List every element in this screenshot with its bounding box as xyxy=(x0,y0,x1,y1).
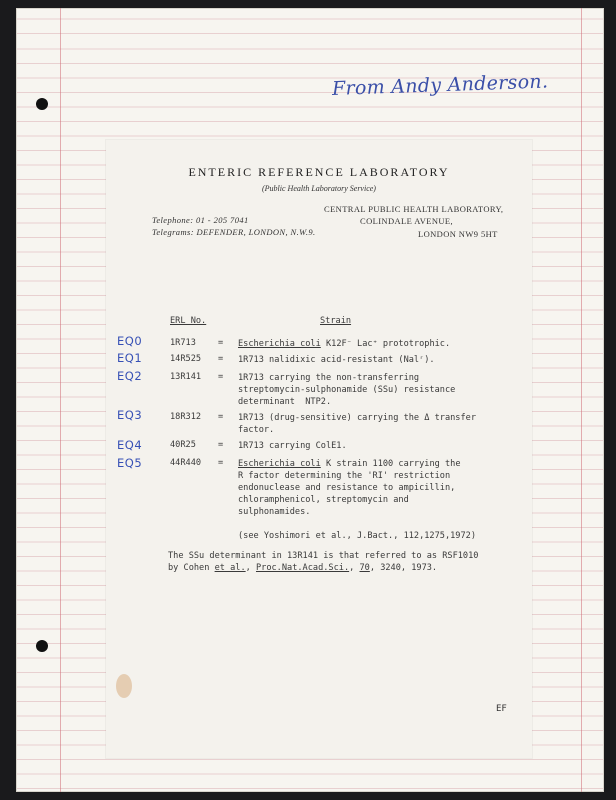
punch-hole-top xyxy=(36,98,48,110)
left-margin-line xyxy=(60,8,61,792)
strain-detail: K12F⁻ Lac⁺ prototrophic. xyxy=(320,339,451,349)
erl-code: 18R312 xyxy=(170,412,202,422)
footnote-text: , xyxy=(349,563,360,573)
address-line-3: LONDON NW9 5HT xyxy=(418,229,498,239)
right-margin-line xyxy=(581,8,582,792)
eq-label: EQ4 xyxy=(117,438,143,452)
letterhead-subtitle: (Public Health Laboratory Service) xyxy=(262,184,376,193)
letterhead-title: ENTERIC REFERENCE LABORATORY xyxy=(188,165,450,179)
footnote xyxy=(168,550,544,574)
strain-description xyxy=(238,412,476,436)
footnote-journal: Proc.Nat.Acad.Sci. xyxy=(255,563,350,573)
typist-initials: EF xyxy=(496,704,507,714)
footnote-citation: et al. xyxy=(214,563,246,573)
eq-label: EQ1 xyxy=(117,351,143,365)
handwritten-note: From Andy Anderson. xyxy=(331,70,549,101)
footnote-volume: 70 xyxy=(359,563,370,573)
erl-code: 14R525 xyxy=(170,354,202,364)
letterhead-sheet xyxy=(106,140,532,758)
footnote-text: by Cohen xyxy=(168,563,215,573)
equals-sign: = xyxy=(218,458,224,468)
telephone-line: Telephone: 01 - 205 7041 xyxy=(152,215,249,225)
strain-description xyxy=(238,354,435,366)
strain-description xyxy=(238,372,455,408)
erl-number-header: ERL No. xyxy=(170,316,207,326)
strain-detail: 1R713 nalidixic acid-resistant (Nalʳ). xyxy=(238,355,435,365)
strain-description xyxy=(238,458,476,542)
erl-code: 44R440 xyxy=(170,458,202,468)
footnote-text: , 3240, 1973. xyxy=(369,563,438,573)
erl-code: 1R713 xyxy=(170,338,196,348)
strain-header: Strain xyxy=(320,316,352,326)
eq-label: EQ5 xyxy=(117,456,143,470)
footnote-text: , xyxy=(245,563,256,573)
stain-mark xyxy=(116,674,132,698)
strain-detail: 1R713 carrying the non-transferring streptomycin-sulphonamide (SSu) resistance determinant NTP2. xyxy=(238,373,456,407)
strain-detail: K strain 1100 carrying the R factor determining the 'RI' restriction endonuclease and resistance to ampicillin, chloramphenicol, streptomycin and sulphonamides. (see Yoshimori et al., J.Bact., 112,1275,1972) xyxy=(238,459,476,541)
erl-code: 40R25 xyxy=(170,440,196,450)
equals-sign: = xyxy=(218,338,224,348)
equals-sign: = xyxy=(218,412,224,422)
footnote-line-1: The SSu determinant in 13R141 is that referred to as RSF1010 xyxy=(168,551,479,561)
strain-detail: 1R713 (drug-sensitive) carrying the Δ transfer factor. xyxy=(238,413,476,435)
strain-description xyxy=(238,440,347,452)
species-name: Escherichia coli xyxy=(238,459,321,469)
equals-sign: = xyxy=(218,354,224,364)
strain-detail: 1R713 carrying ColE1. xyxy=(238,441,347,451)
eq-label: EQ3 xyxy=(117,408,143,422)
eq-label: EQ2 xyxy=(117,369,143,383)
erl-code: 13R141 xyxy=(170,372,202,382)
strain-description xyxy=(238,338,450,350)
telegrams-line: Telegrams: DEFENDER, LONDON, N.W.9. xyxy=(152,227,316,237)
address-line-1: CENTRAL PUBLIC HEALTH LABORATORY, xyxy=(324,204,504,214)
address-line-2: COLINDALE AVENUE, xyxy=(360,216,454,226)
eq-label: EQ0 xyxy=(117,334,143,348)
equals-sign: = xyxy=(218,440,224,450)
equals-sign: = xyxy=(218,372,224,382)
species-name: Escherichia coli xyxy=(238,339,321,349)
punch-hole-bottom xyxy=(36,640,48,652)
